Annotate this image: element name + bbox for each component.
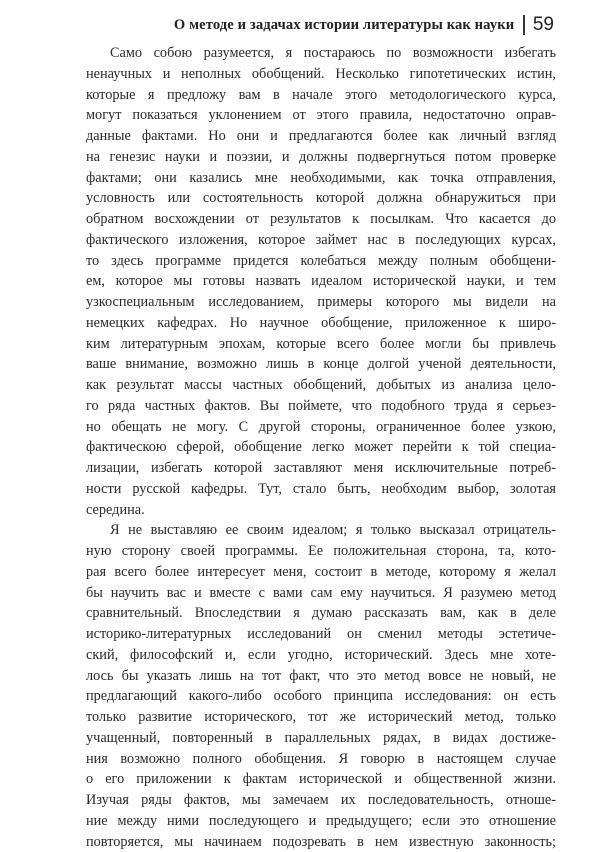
- text-line: ния возможно полного обобщения. Я говорю в настоящем случае: [86, 749, 556, 770]
- text-line: историко-литературных исследований он сменил методы эстетиче-: [86, 624, 556, 645]
- text-line: только развитие исторического, тот же исторический метод, только: [86, 707, 556, 728]
- running-header: [84, 12, 554, 38]
- text-line: предлагающий какого-либо особого принципа исследования: он есть: [86, 686, 556, 707]
- text-line: ваше внимание, возможно лишь в конце долгой ученой деятельности,: [86, 354, 556, 375]
- text-line: ненаучных и неполных обобщений. Несколько гипотетических истин,: [86, 64, 556, 85]
- text-line: на генезис науки и поэзии, и должны подвергнуться потом проверке: [86, 147, 556, 168]
- text-line: узкоспециальным исследованием, примеры которого мы видели на: [86, 292, 556, 313]
- text-line: учащенный, повторенный в параллельных рядах, в видах достиже-: [86, 728, 556, 749]
- text-line: лось бы указать лишь на тот факт, что это метод вовсе не новый, не: [86, 666, 556, 687]
- text-line: сравнительный. Впоследствии я думаю рассказать вам, как в деле: [86, 603, 556, 624]
- text-line: но обещать не могу. С другой стороны, ограниченное более узкою,: [86, 417, 556, 438]
- text-line: середина.: [86, 500, 556, 521]
- header-separator: [523, 15, 525, 35]
- text-line: ную сторону своей программы. Ее положительная сторона, та, кото-: [86, 541, 556, 562]
- body-text: [86, 43, 556, 852]
- text-line: повторяется, мы начинаем подозревать в нем известную законность;: [86, 832, 556, 852]
- text-line: Само собою разумеется, я постараюсь по возможности избегать: [86, 43, 556, 64]
- text-line: данные фактами. Но они и предлагаются более как личный взгляд: [86, 126, 556, 147]
- chapter-title: О методе и задачах истории литературы как науки: [174, 17, 514, 34]
- paragraph: [86, 520, 556, 852]
- text-line: ем, которое мы готовы назвать идеалом исторической науки, и тем: [86, 271, 556, 292]
- text-line: фактами; они казались мне необходимыми, как точка отправления,: [86, 168, 556, 189]
- text-line: Я не выставляю ее своим идеалом; я только высказал отрицатель-: [86, 520, 556, 541]
- text-line: ский, философский и, если угодно, исторический. Здесь мне хоте-: [86, 645, 556, 666]
- text-line: ние между ними последующего и предыдущего; если это отношение: [86, 811, 556, 832]
- text-line: как результат массы частных обобщений, добытых из анализа цело-: [86, 375, 556, 396]
- text-line: го ряда частных фактов. Вы поймете, что подобного труда я серьез-: [86, 396, 556, 417]
- text-line: ности русской кафедры. Тут, стало быть, необходим выбор, золотая: [86, 479, 556, 500]
- text-line: рая всего более интересует меня, состоит в методе, которому я желал: [86, 562, 556, 583]
- text-line: бы научить вас и вместе с вами сам ему научиться. Я разумею метод: [86, 583, 556, 604]
- text-line: немецких кафедрах. Но научное обобщение, приложенное к широ-: [86, 313, 556, 334]
- text-line: фактического изложения, которое займет нас в последующих курсах,: [86, 230, 556, 251]
- text-line: лизации, избегать которой заставляют меня исключительные потреб-: [86, 458, 556, 479]
- text-line: Изучая ряды фактов, мы замечаем их последовательность, отноше-: [86, 790, 556, 811]
- text-line: которые я предложу вам в начале этого методологического курса,: [86, 85, 556, 106]
- text-line: могут показаться уклонением от этого правила, недостаточно оправ-: [86, 105, 556, 126]
- text-line: обратном восхождении от результатов к посылкам. Что касается до: [86, 209, 556, 230]
- text-line: условность или состоятельность которой должна обнаружиться при: [86, 188, 556, 209]
- text-line: то здесь программе придется колебаться между полным обобщени-: [86, 251, 556, 272]
- text-line: фактическою сферой, обобщение легко может перейти к той специа-: [86, 437, 556, 458]
- paragraph: [86, 43, 556, 520]
- text-line: ким литературным эпохам, которые всего более могли бы привлечь: [86, 334, 556, 355]
- text-line: о его приложении к фактам исторической и общественной жизни.: [86, 769, 556, 790]
- page-number: 59: [533, 14, 554, 36]
